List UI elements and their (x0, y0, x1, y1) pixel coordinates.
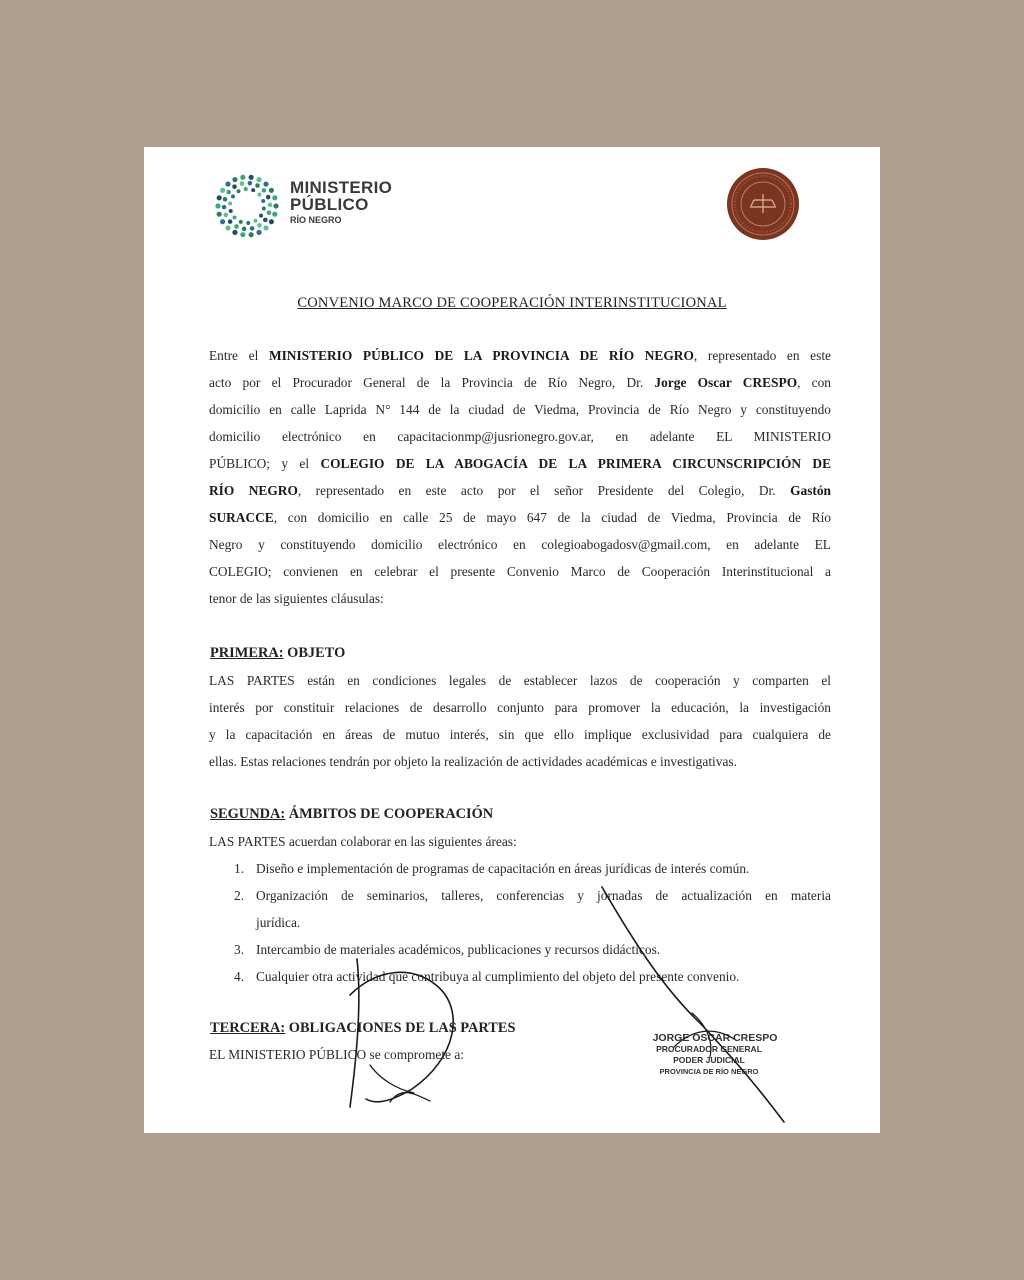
logo-dots-icon (214, 173, 280, 239)
intro-line: SURACCE, con domicilio en calle 25 de mayo 647 de la ciudad de Viedma, Provincia de Río (209, 510, 831, 525)
document-page (144, 147, 880, 1133)
section-heading-tercera: TERCERA: OBLIGACIONES DE LAS PARTES (210, 1020, 516, 1036)
section-heading-primera: PRIMERA: OBJETO (210, 645, 346, 661)
primera-line: y la capacitación en áreas de mutuo interés, sin que ello implique exclusividad para cualquiera de (209, 727, 831, 742)
document-title: CONVENIO MARCO DE COOPERACIÓN INTERINSTITUCIONAL (297, 295, 727, 311)
section-heading-segunda: SEGUNDA: ÁMBITOS DE COOPERACIÓN (210, 806, 494, 822)
list-item: Intercambio de materiales académicos, publicaciones y recursos didácticos. (256, 942, 661, 957)
intro-line: COLEGIO; convienen en celebrar el presente Convenio Marco de Cooperación Interinstitucional a (209, 564, 831, 579)
list-item-number: 4. (234, 969, 245, 984)
list-item-number: 3. (234, 942, 245, 957)
list-item: Organización de seminarios, talleres, conferencias y jornadas de actualización en materia (256, 888, 831, 903)
colegio-seal-icon (726, 167, 800, 241)
list-item-continuation: jurídica. (256, 915, 301, 930)
logo-line-ministerio: MINISTERIO (290, 178, 393, 197)
intro-line: domicilio en calle Laprida N° 144 de la ciudad de Viedma, Provincia de Río Negro y constituyendo (209, 402, 831, 417)
ministerio-publico-logo (214, 173, 414, 243)
list-item-number: 1. (234, 861, 245, 876)
intro-line: domicilio electrónico en capacitacionmp@jusrionegro.gov.ar, en adelante EL MINISTERIO (209, 429, 831, 444)
primera-line: interés por constituir relaciones de desarrollo conjunto para promover la educación, la investigación (209, 700, 831, 715)
stamp-role: PROCURADOR GENERAL (656, 1044, 762, 1054)
logo-line-publico: PÚBLICO (290, 195, 369, 214)
intro-line: Entre el MINISTERIO PÚBLICO DE LA PROVINCIA DE RÍO NEGRO, representado en este (209, 348, 831, 363)
stamp-province: PROVINCIA DE RÍO NEGRO (659, 1067, 759, 1076)
intro-line: Negro y constituyendo domicilio electrónico en colegioabogadosv@gmail.com, en adelante EL (209, 537, 831, 552)
intro-line: RÍO NEGRO, representado en este acto por el señor Presidente del Colegio, Dr. Gastón (209, 483, 832, 498)
primera-line: LAS PARTES están en condiciones legales de establecer lazos de cooperación y comparten el (209, 673, 831, 688)
list-item: Diseño e implementación de programas de capacitación en áreas jurídicas de interés común. (256, 861, 750, 876)
logo-line-rio-negro: RÍO NEGRO (290, 215, 342, 225)
intro-line: tenor de las siguientes cláusulas: (209, 591, 384, 606)
tercera-line: EL MINISTERIO PÚBLICO se compromete a: (209, 1047, 464, 1062)
list-item-number: 2. (234, 888, 245, 903)
stamp-name: JORGE OSCAR CRESPO (652, 1032, 778, 1044)
intro-line: PÚBLICO; y el COLEGIO DE LA ABOGACÍA DE LA PRIMERA CIRCUNSCRIPCIÓN DE (209, 456, 832, 471)
stamp-institution: PODER JUDICIAL (673, 1055, 745, 1065)
intro-line: acto por el Procurador General de la Provincia de Río Negro, Dr. Jorge Oscar CRESPO, con (209, 375, 832, 390)
list-item: Cualquier otra actividad que contribuya al cumplimiento del objeto del presente convenio. (256, 969, 740, 984)
segunda-intro: LAS PARTES acuerdan colaborar en las siguientes áreas: (209, 834, 517, 849)
procurador-stamp (634, 1033, 784, 1077)
primera-line: ellas. Estas relaciones tendrán por objeto la realización de actividades académicas e investigativas. (209, 754, 737, 769)
